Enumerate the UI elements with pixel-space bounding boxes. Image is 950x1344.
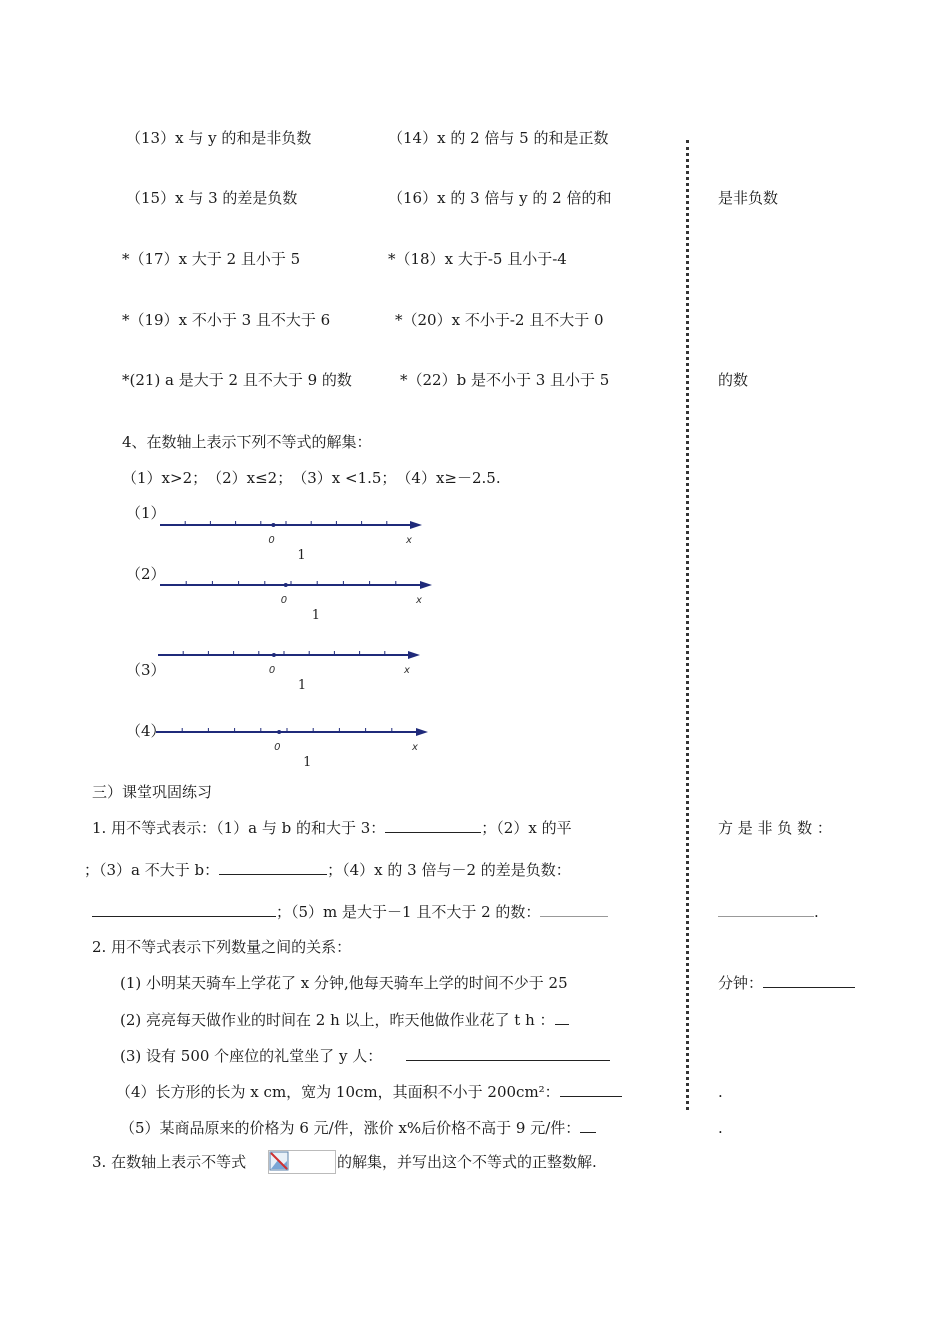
q4-list: （1）x>2； （2）x≤2； （3）x <1.5； （4）x≥－2.5.: [122, 469, 501, 487]
p1-period: .: [814, 903, 819, 921]
p3-text-b: 的解集，并写出这个不等式的正整数解.: [337, 1153, 597, 1171]
axis-label-3: （3）: [126, 661, 166, 679]
unit-label: 1: [297, 678, 307, 693]
p2-item-5: [120, 1118, 596, 1138]
p2-item-1-cont-text: 分钟：: [718, 974, 764, 992]
axis-label-4: （4）: [126, 722, 166, 740]
unit-label: 1: [303, 755, 312, 770]
answer-blank-10[interactable]: [580, 1118, 596, 1133]
origin-label: 0: [280, 595, 288, 606]
axis-label-2: （2）: [126, 565, 166, 583]
q4-title: 4、在数轴上表示下列不等式的解集：: [122, 433, 372, 451]
answer-blank-5-cont[interactable]: [718, 902, 814, 917]
axis-arrow: [416, 728, 428, 736]
number-line-1: [160, 515, 440, 565]
p2-item-5-text: （5）某商品原来的价格为 6 元/件，涨价 x%后价格不高于 9 元/件：: [120, 1119, 581, 1137]
p2-item-4-end: .: [718, 1083, 723, 1101]
p1-line-3-end: [718, 902, 819, 922]
axis-origin-dot: [284, 583, 288, 587]
p2-item-4-text: （4）长方形的长为 x cm，宽为 10cm，其面积不小于 200cm²：: [116, 1083, 560, 1101]
p1-line-3: [92, 902, 608, 922]
p1-text-a: 1. 用不等式表示：（1）a 与 b 的和大于 3：: [92, 819, 386, 837]
answer-blank-8[interactable]: [406, 1046, 610, 1061]
origin-label: 0: [268, 665, 276, 676]
page-divider: [686, 140, 689, 1110]
axis-arrow: [410, 521, 422, 529]
p2-item-2: [120, 1010, 569, 1030]
number-line-3: [158, 645, 438, 695]
p1-text-b: ；（2）x 的平: [481, 819, 572, 837]
answer-blank-7[interactable]: [555, 1010, 569, 1025]
item-18: *（18）x 大于-5 且小于-4: [388, 250, 567, 268]
item-22-continuation: 的数: [718, 371, 749, 389]
number-line-2: [160, 575, 450, 625]
axis-label-1: （1）: [126, 504, 166, 522]
p2-item-1: (1) 小明某天骑车上学花了 x 分钟,他每天骑车上学的时间不少于 25: [120, 974, 568, 992]
p1-line-2: [84, 860, 571, 880]
item-19: *（19）x 不小于 3 且不大于 6: [122, 311, 331, 329]
embedded-image-placeholder: [268, 1150, 336, 1174]
p2-title: 2. 用不等式表示下列数量之间的关系：: [92, 938, 352, 956]
origin-label: 0: [274, 742, 281, 753]
p2-item-3-text: (3) 设有 500 个座位的礼堂坐了 y 人：: [120, 1047, 383, 1065]
answer-blank-5[interactable]: [540, 902, 608, 917]
item-13: （13）x 与 y 的和是非负数: [126, 129, 312, 147]
axis-origin-dot: [277, 730, 281, 734]
p2-item-5-end: .: [718, 1119, 723, 1137]
p2-item-1-continuation: [718, 973, 855, 993]
p1-line-1-continuation: 方 是 非 负 数 ：: [718, 819, 832, 837]
item-22: *（22）b 是不小于 3 且小于 5: [400, 371, 610, 389]
item-17: *（17）x 大于 2 且小于 5: [122, 250, 301, 268]
axis-variable-label: x: [406, 535, 412, 546]
answer-blank-9[interactable]: [560, 1082, 622, 1097]
p3-text-a: 3. 在数轴上表示不等式: [92, 1153, 247, 1171]
item-14: （14）x 的 2 倍与 5 的和是正数: [388, 129, 609, 147]
item-15: （15）x 与 3 的差是负数: [126, 189, 298, 207]
item-16: （16）x 的 3 倍与 y 的 2 倍的和: [388, 189, 612, 207]
answer-blank-3[interactable]: [219, 860, 327, 875]
origin-label: 0: [268, 535, 275, 546]
number-line-4: [156, 722, 446, 772]
axis-variable-label: x: [404, 665, 410, 676]
answer-blank-6[interactable]: [763, 973, 855, 988]
axis-origin-dot: [271, 523, 275, 527]
axis-arrow: [408, 651, 420, 659]
axis-variable-label: x: [412, 742, 418, 753]
section-3-title: 三）课堂巩固练习: [92, 783, 213, 801]
p1-text-c: ；（3）a 不大于 b：: [84, 861, 220, 879]
unit-label: 1: [297, 548, 306, 563]
broken-image-icon: [269, 1151, 289, 1171]
p2-item-2-text: (2) 亮亮每天做作业的时间在 2 h 以上，昨天他做作业花了 t h ：: [120, 1011, 555, 1029]
answer-blank-4[interactable]: [92, 902, 276, 917]
p1-text-d: ；（4）x 的 3 倍与－2 的差是负数：: [327, 861, 571, 879]
answer-blank-1[interactable]: [385, 818, 481, 833]
p1-line-1: [92, 818, 572, 838]
item-21: *(21) a 是大于 2 且不大于 9 的数: [122, 371, 352, 389]
p2-item-4: [116, 1082, 622, 1102]
p2-item-3: [120, 1046, 610, 1066]
axis-origin-dot: [272, 653, 276, 657]
item-20: *（20）x 不小于-2 且不大于 0: [395, 311, 604, 329]
unit-label: 1: [311, 608, 321, 623]
item-16-continuation: 是非负数: [718, 189, 779, 207]
axis-variable-label: x: [416, 595, 422, 606]
p1-text-e: ；（5）m 是大于－1 且不大于 2 的数：: [276, 903, 541, 921]
axis-arrow: [420, 581, 432, 589]
